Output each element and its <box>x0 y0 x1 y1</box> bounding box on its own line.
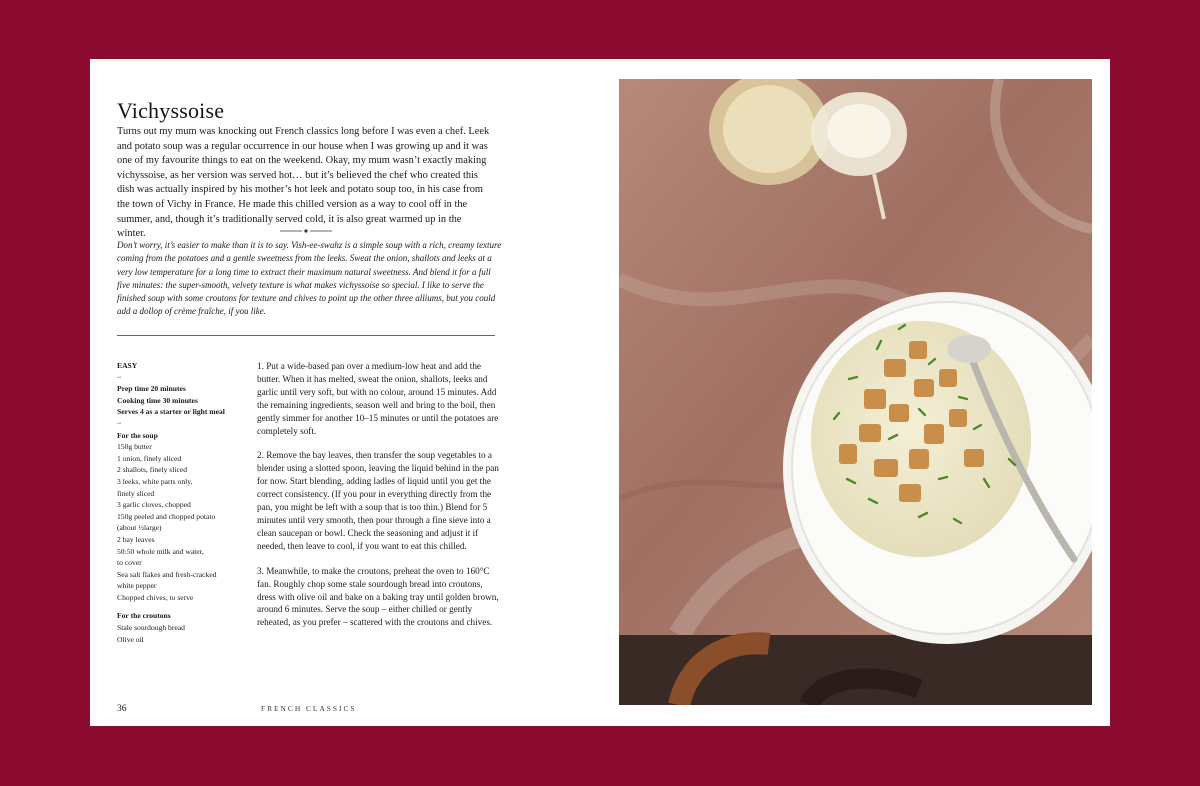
tip-paragraph: Don’t worry, it’s easier to make than it is to say. Vish-ee-swahz is a simple soup with a rich, creamy texture coming from the potatoes and a gentle sweetness from the leeks. Sweat the onion, shallots and leeks at a very low temperature for a long time to extract their maximum natural sweetness. And blend it for a full five minutes: the super-smooth, velvety texture is what makes vichyssoise so special. I like to serve the finished soup with some croutons for texture and chives to point up the other three alliums, but you could add a dollop of crème fraîche, if you like. <box>117 240 502 317</box>
divider-ornament <box>280 228 332 234</box>
separator-tilde: ~ <box>117 372 122 382</box>
ingredient: Olive oil <box>117 634 144 644</box>
method-step-1: 1. Put a wide-based pan over a medium-low heat and add the butter. When it has melted, sweat the onion, shallots, leeks and garlic until very soft, but with no colour, around 15 minutes. Add the remaining ingredients, season well and bring to the boil, then gently simmer for another 10–15 minutes or until the potatoes are completely soft. <box>257 361 499 436</box>
intro-paragraph: Turns out my mum was knocking out French classics long before I was even a chef. Leek and potato soup was a regular occurrence in our house when I was growing up and it was one of my favourite things to eat on the weekend. Okay, my mum wasn’t exactly making vichyssoise, as her version was served hot… but it’s believed the chef who created this dish was actually inspired by his mother’s hot leek and potato soup too, in his case from the town of Vichy in France. He made this chilled version as a way to cool off in the summer, and, though it’s traditionally served cold, it is also great warmed up in the winter. <box>117 126 490 240</box>
ingredient: white pepper <box>117 581 157 591</box>
method-step-3: 3. Meanwhile, to make the croutons, preheat the oven to 160°C fan. Roughly chop some stale sourdough bread into croutons, dress with olive oil and bake on a baking tray until golden brown, around 6 minutes. Serve the soup – either chilled or gently reheated, as you prefer – scattered with the croutons and chives. <box>257 565 499 628</box>
section-divider <box>117 335 495 336</box>
ingredient: 3 leeks, white parts only, <box>117 476 193 486</box>
running-head: FRENCH CLASSICS <box>261 704 357 713</box>
soup-heading: For the soup <box>117 430 158 440</box>
servings: Serves 4 as a starter or light meal <box>117 407 225 417</box>
recipe-title: Vichyssoise <box>117 97 225 123</box>
difficulty-label: EASY <box>117 361 138 370</box>
method-step-2: 2. Remove the bay leaves, then transfer the soup vegetables to a blender using a slotted spoon, leaving the liquid behind in the pan for now. Start blending, adding ladles of liquid until you get the correct consistency. (If you pour in everything directly from the pan, you might be left with a soup that is too thin.) Blend for 5 minutes until very smooth, then pour through a fine sieve into a clean saucepan or bowl. Check the seasoning and adjust it if needed, then leave to cool, if you want to eat this chilled. <box>257 450 499 551</box>
ingredient: 2 shallots, finely sliced <box>117 465 188 475</box>
soup-photo <box>619 79 1092 705</box>
ingredient: 3 garlic cloves, chopped <box>117 500 191 510</box>
prep-time: Prep time 20 minutes <box>117 384 186 394</box>
method-steps <box>257 360 499 641</box>
ingredient: 2 bay leaves <box>117 534 155 544</box>
ingredient: (about ½large) <box>117 523 162 533</box>
ingredient: 150g peeled and chopped potato <box>117 511 216 521</box>
ingredient: Chopped chives, to serve <box>117 592 194 602</box>
separator-tilde: ~ <box>117 418 122 428</box>
cook-time: Cooking time 30 minutes <box>117 395 198 405</box>
croutons-heading: For the croutons <box>117 611 171 621</box>
recipe-meta <box>117 360 237 645</box>
ingredient: to cover <box>117 558 142 568</box>
ingredient: Stale sourdough bread <box>117 623 185 633</box>
ingredient: Sea salt flakes and fresh-cracked <box>117 569 217 579</box>
ingredient: 150g butter <box>117 442 152 452</box>
ingredient: 1 onion, finely sliced <box>117 453 182 463</box>
ingredient: finely sliced <box>117 488 155 498</box>
book-spread <box>90 59 1110 726</box>
page-number: 36 <box>117 703 127 714</box>
ingredient: 50:50 whole milk and water, <box>117 546 204 556</box>
